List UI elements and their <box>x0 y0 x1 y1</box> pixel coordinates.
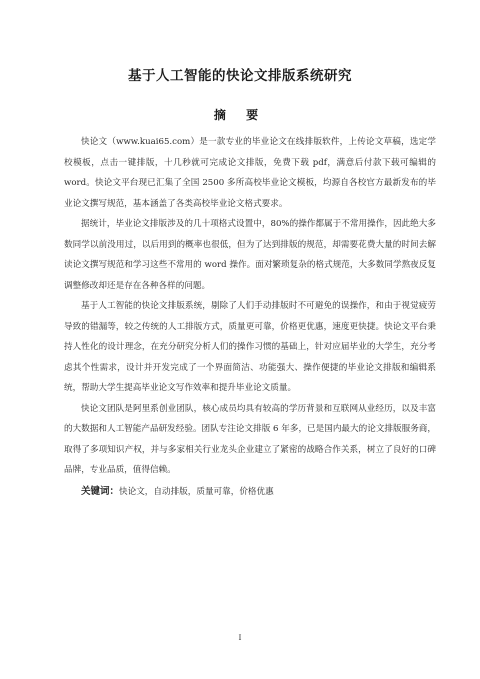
page-number: I <box>238 633 242 642</box>
abstract-body <box>64 132 436 502</box>
abstract-paragraph: 据统计，毕业论文排版涉及的几十项格式设置中，80%的操作都属于不常用操作，因此绝大多数同学以前没用过，以后用到的概率也很低，但为了达到排版的规范，却需要花费大量的时间去解读论文撰写规范和学习这些不常用的 word 操作。面对繁琐复杂的格式规范，大多数同学熬夜反复调整修改却还是存在各种各样的问题。 <box>64 219 436 291</box>
abstract-paragraph: 快论文（www.kuai65.com）是一款专业的毕业论文在线排版软件，上传论文草稿，选定学校模板，点击一键排版，十几秒就可完成论文排版，免费下载 pdf，满意后付款下载可编辑的 word。快论文平台现已汇集了全国 2500 多所高校毕业论文模板，均源自各校官方最新发布的毕业论文撰写规范，基本涵盖了各类高校毕业论文格式要求。 <box>64 137 436 209</box>
abstract-paragraph: 快论文团队是阿里系创业团队，核心成员均具有较高的学历背景和互联网从业经历，以及丰富的大数据和人工智能产品研发经验。团队专注论文排版 6 年多，已是国内最大的论文排版服务商，取得了多项知识产权，并与多家相关行业龙头企业建立了紧密的战略合作关系，树立了良好的口碑品牌，专业品质，值得信赖。 <box>64 403 436 475</box>
keywords-label: 关键词： <box>81 485 120 497</box>
abstract-heading: 摘 要 <box>213 108 267 122</box>
keywords-value: 快论文，自动排版，质量可靠，价格优惠 <box>119 486 274 497</box>
abstract-paragraph: 基于人工智能的快论文排版系统，剔除了人们手动排版时不可避免的误操作，和由于视觉疲劳导致的错漏等，较之传统的人工排版方式，质量更可靠，价格更优惠，速度更快捷。快论文平台秉持人性化的设计理念，在充分研究分析人们的操作习惯的基础上，针对应届毕业的大学生，充分考虑其个性需求，设计并开发完成了一个界面简洁、功能强大、操作便捷的毕业论文排版和编辑系统，帮助大学生提高毕业论文写作效率和提升毕业论文质量。 <box>64 301 436 393</box>
document-title: 基于人工智能的快论文排版系统研究 <box>128 68 352 84</box>
keywords-line <box>64 482 436 503</box>
